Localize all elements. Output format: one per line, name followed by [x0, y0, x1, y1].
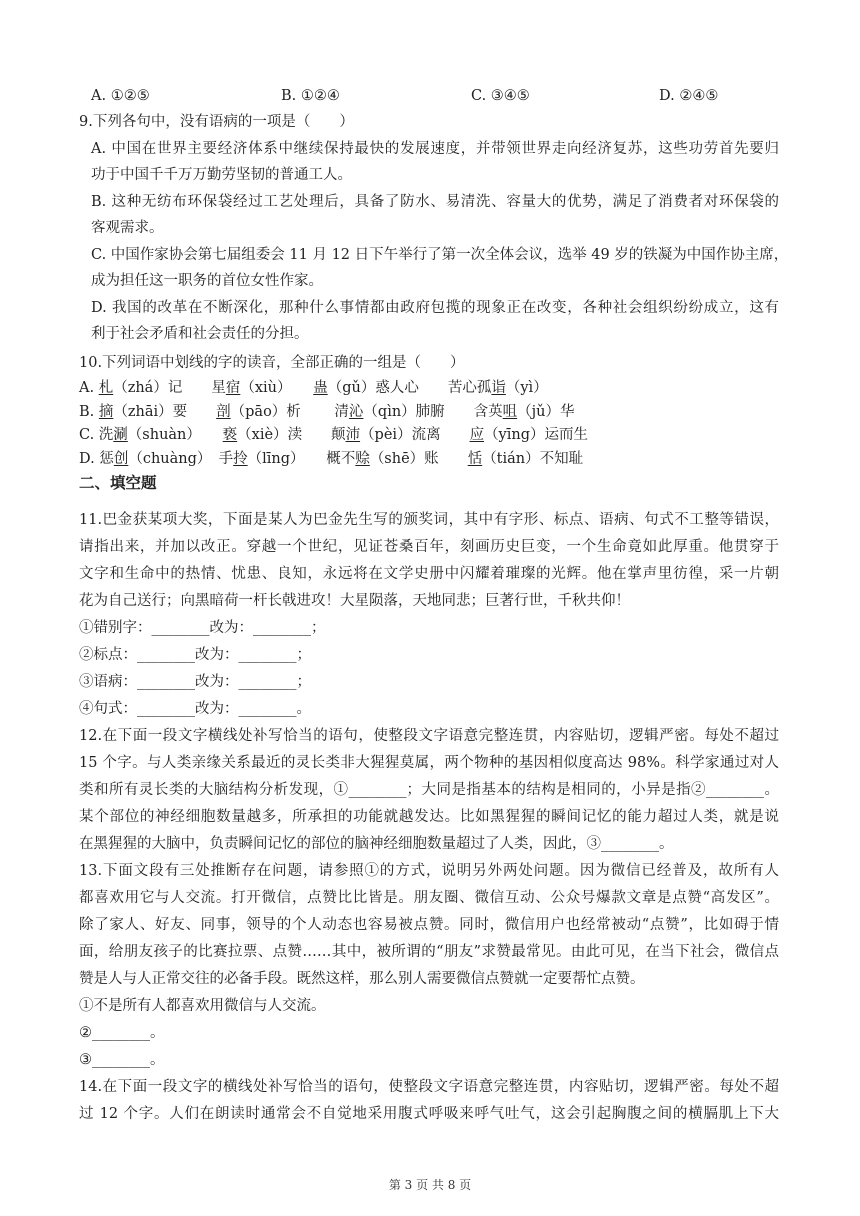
q8-option-b: B. ①②④ [281, 88, 340, 104]
q9-option-c-line2: 成为担任这一职务的首位女性作家。 [91, 273, 323, 289]
underlined-char: 亵 [222, 427, 238, 443]
q11-line3: 文字和生命中的热情、忧患、良知，永远将在文学史册中闪耀着璀璨的光辉。他在掌声里彷徨，采一片朝 [79, 566, 779, 582]
underlined-char: 诣 [491, 380, 506, 396]
underlined-char: 蛊 [313, 380, 328, 396]
q13-line3: 除了家人、好友、同事，领导的个人动态也容易被点赞。同时，微信用户也经常被动“点赞”，比如碍于情 [79, 917, 779, 933]
q10-option-a: A. 札（zhá）记 星宿（xiù） 蛊（gǔ）惑人心 苦心孤诣（yì） [79, 380, 548, 396]
q12-line5: 在黑猩猩的大脑中，负责瞬间记忆的部位的脑神经细胞数量超过了人类，因此，③________。 [79, 836, 674, 852]
q12-line3: 类和所有灵长类的大脑结构分析发现，①________；大同是指基本的结构是相同的，小异是指②________。 [79, 782, 779, 798]
section-heading: 二、填空题 [79, 474, 157, 492]
q13-line1: 13.下面文段有三处推断存在问题，请参照①的方式，说明另外两处问题。因为微信已经普及，故所有人 [79, 863, 779, 879]
q11-blank-2: ②标点：________改为：________； [79, 647, 311, 663]
q13-answer-1: ①不是所有人都喜欢用微信与人交流。 [79, 998, 326, 1014]
q11-blank-3: ③语病：________改为：________； [79, 674, 311, 690]
underlined-char: 涮 [113, 427, 128, 443]
q12-line4: 某个部位的神经细胞数量越多，所承担的功能就越发达。比如黑猩猩的瞬间记忆的能力超过人类，就是说 [79, 809, 779, 825]
underlined-char: 宿 [225, 380, 241, 396]
underlined-char: 沛 [345, 427, 361, 443]
q11-line4: 花为自己送行；向黑暗荷一杆长戟进攻！大星陨落，天地同悲；巨著行世，千秋共仰！ [79, 593, 630, 609]
page-footer: 第 3 页 共 8 页 [388, 1178, 472, 1192]
q9-option-a-line2: 功于中国千千万万勤劳坚韧的普通工人。 [91, 167, 352, 183]
q8-option-c: C. ③④⑤ [471, 88, 530, 104]
underlined-char: 拎 [233, 451, 248, 467]
q14-line1: 14.在下面一段文字的横线处补写恰当的语句，使整段文字语意完整连贯，内容贴切，逻辑严密。每处不超 [79, 1079, 779, 1095]
q9-option-c-line1: C. 中国作家协会第七届组委会 11 月 12 日下午举行了第一次全体会议，选举 49 岁的铁凝为中国作协主席， [91, 247, 789, 263]
q10-option-b: B. 摘（zhāi）要 剖（pāo）析 清沁（qìn）肺腑 含英咀（jǔ）华 [79, 404, 575, 420]
q12-line2: 15 个字。与人类亲缘关系最近的灵长类非大猩猩莫属，两个物种的基因相似度高达 98%。科学家通过对人 [79, 755, 779, 771]
underlined-char: 应 [469, 427, 485, 443]
q13-answer-2: ②________。 [79, 1025, 165, 1041]
q9-option-d-line1: D. 我国的改革在不断深化，那种什么事情都由政府包揽的现象正在改变，各种社会组织纷纷成立，这有 [91, 300, 779, 316]
q9-option-b-line2: 客观需求。 [91, 220, 164, 236]
underlined-char: 札 [98, 380, 114, 396]
q11-line2: 请指出来，并加以改正。穿越一个世纪，见证苍桑百年，刻画历史巨变，一个生命竟如此厚重。他贯穿于 [79, 539, 779, 555]
q12-line1: 12.在下面一段文字横线处补写恰当的语句，使整段文字语意完整连贯，内容贴切，逻辑严密。每处不超过 [79, 728, 779, 744]
underlined-char: 摘 [98, 404, 114, 420]
q9-option-b-line1: B. 这种无纺布环保袋经过工艺处理后，具备了防水、易清洗、容量大的优势，满足了消费者对环保袋的 [91, 194, 779, 210]
q13-line2: 都喜欢用它与人交流。打开微信，点赞比比皆是。朋友圈、微信互动、公众号爆款文章是点赞“高发区”。 [79, 890, 779, 906]
q10-option-c: C. 洗涮（shuàn） 亵（xiè）渎 颠沛（pèi）流离 应（yīng）运而生 [79, 427, 589, 443]
q14-line2: 过 12 个字。人们在朗读时通常会不自觉地采用腹式呼吸来呼气吐气，这会引起胸腹之间的横膈肌上下大 [79, 1106, 779, 1122]
q11-line1: 11.巴金获某项大奖，下面是某人为巴金先生写的颁奖词，其中有字形、标点、语病、句式不工整等错误， [79, 512, 779, 528]
q13-answer-3: ③________。 [79, 1052, 165, 1068]
q8-option-a: A. ①②⑤ [91, 88, 150, 104]
q11-blank-4: ④句式：________改为：________。 [79, 701, 311, 717]
underlined-char: 创 [113, 451, 129, 467]
q13-line5: 赞是人与人正常交往的必备手段。既然这样，那么别人需要微信点赞就一定要帮忙点赞。 [79, 971, 645, 987]
q13-line4: 面，给朋友孩子的比赛拉票、点赞……其中，被所谓的“朋友”求赞最常见。由此可见，在当下社会，微信点 [79, 944, 779, 960]
underlined-char: 赊 [355, 451, 370, 467]
q11-blank-1: ①错别字：________改为：________； [79, 620, 326, 636]
q10-option-d: D. 惩创（chuàng） 手拎（līng） 概不赊（shē）账 恬（tián）不知耻 [79, 451, 584, 467]
underlined-char: 恬 [467, 451, 483, 467]
underlined-char: 沁 [348, 404, 364, 420]
q9-stem: 9.下列各句中，没有语病的一项是（ ） [79, 114, 354, 130]
q8-option-d: D. ②④⑤ [659, 88, 719, 104]
q9-option-a-line1: A. 中国在世界主要经济体系中继续保持最快的发展速度，并带领世界走向经济复苏，这些功劳首先要归 [91, 141, 779, 157]
q10-stem: 10.下列词语中划线的字的读音，全部正确的一组是（ ） [79, 355, 465, 371]
underlined-char: 剖 [216, 404, 231, 420]
q9-option-d-line2: 利于社会矛盾和社会责任的分担。 [91, 326, 309, 342]
underlined-char: 咀 [502, 404, 518, 420]
